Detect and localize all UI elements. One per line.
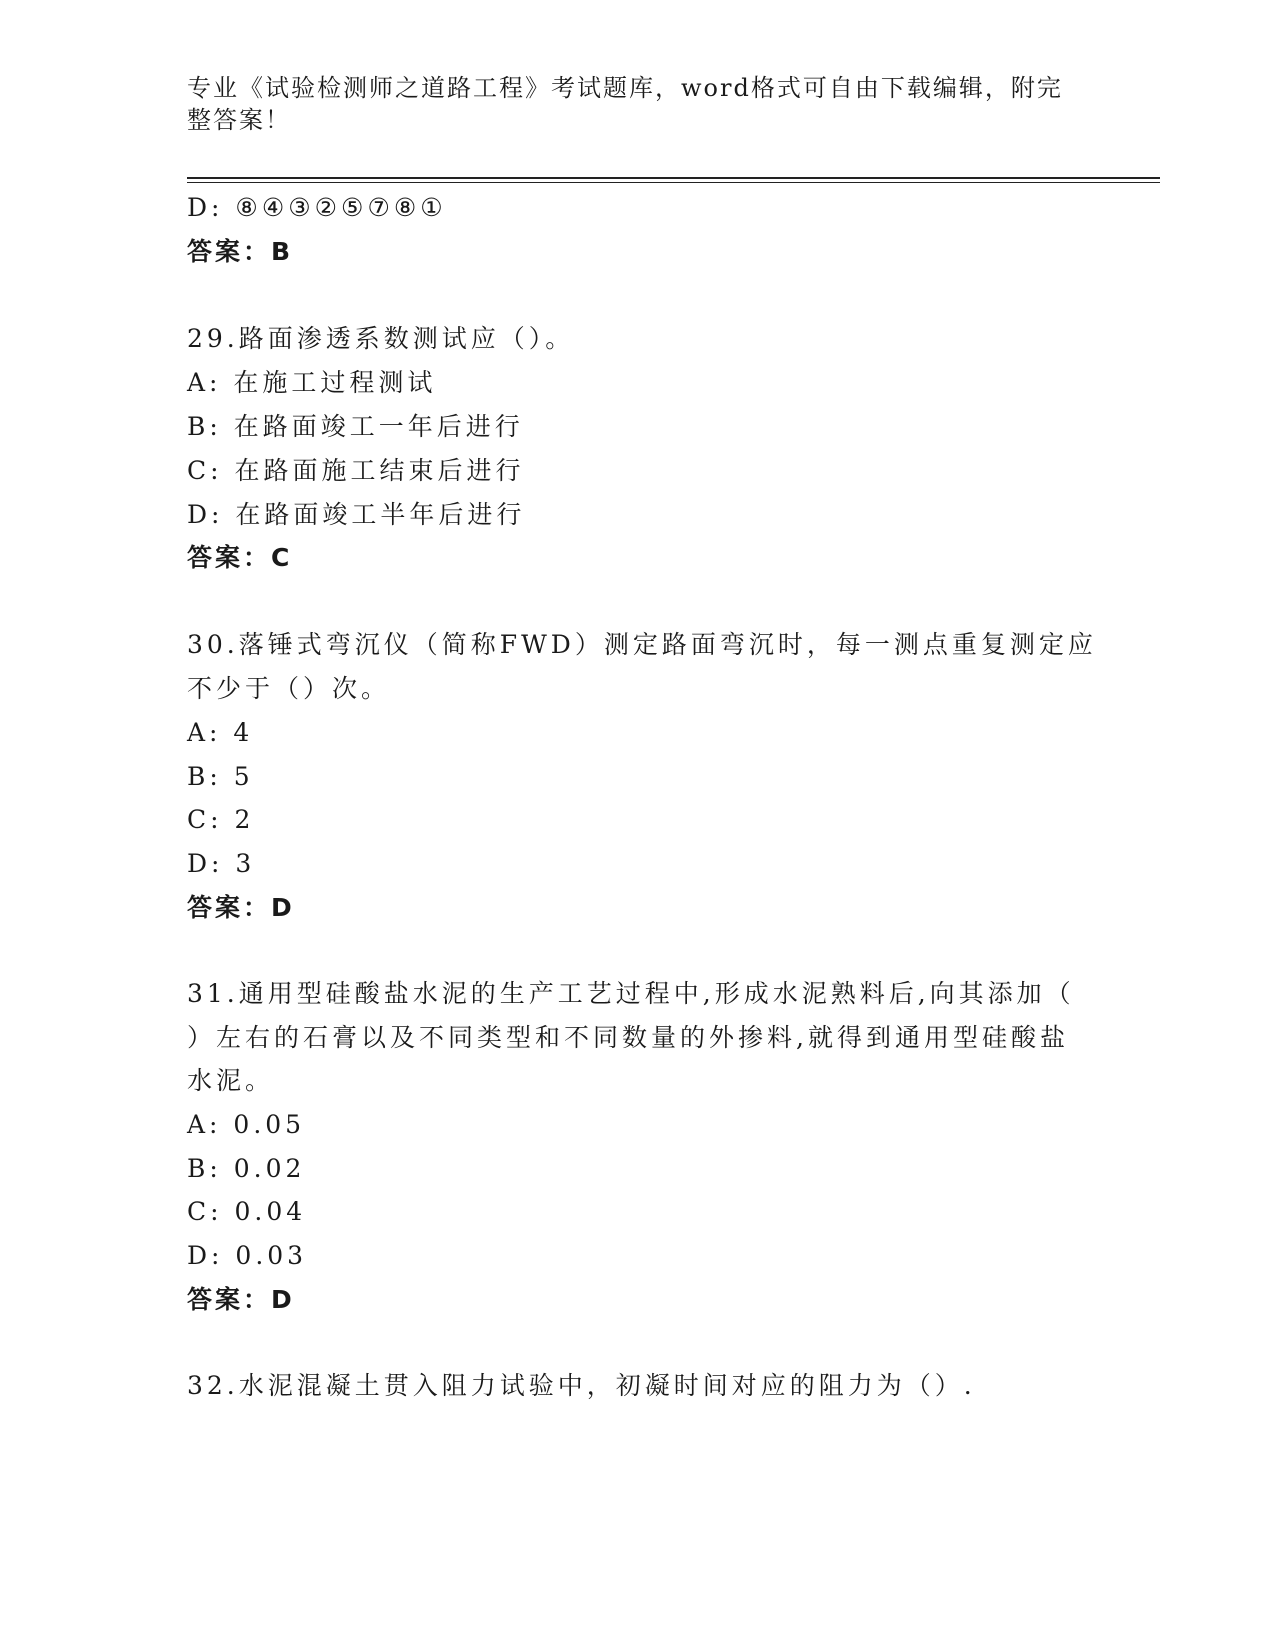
q30-option-c: C: 2 [187, 805, 255, 834]
document-header: 专业《试验检测师之道路工程》考试题库，word格式可自由下载编辑，附完整答案！ [187, 74, 1063, 134]
q31-stem-line-2: ）左右的石膏以及不同类型和不同数量的外掺料,就得到通用型硅酸盐 [187, 1023, 1069, 1052]
q28-answer: 答案：B [187, 237, 294, 266]
q30-answer: 答案：D [187, 893, 295, 922]
q30-stem-line-2: 不少于（）次。 [187, 674, 391, 703]
q28-option-d: D: ⑧④③②⑤⑦⑧① [187, 193, 447, 222]
q29-answer: 答案：C [187, 543, 293, 572]
q30-option-d: D: 3 [187, 849, 256, 878]
q29-option-c: C: 在路面施工结束后进行 [187, 456, 525, 485]
q29-stem: 29.路面渗透系数测试应（）。 [187, 324, 575, 353]
q30-stem-line-1: 30.落锤式弯沉仪（简称FWD）测定路面弯沉时，每一测点重复测定应 [187, 630, 1097, 659]
q31-option-b: B: 0.02 [187, 1154, 306, 1183]
q29-option-d: D: 在路面竣工半年后进行 [187, 500, 526, 529]
header-rule-thin [187, 182, 1160, 183]
q31-option-d: D: 0.03 [187, 1241, 308, 1270]
q30-option-b: B: 5 [187, 762, 254, 791]
q31-answer: 答案：D [187, 1285, 295, 1314]
q31-option-c: C: 0.04 [187, 1197, 307, 1226]
q31-option-a: A: 0.05 [187, 1110, 306, 1139]
q30-option-a: A: 4 [187, 718, 254, 747]
q32-stem: 32.水泥混凝土贯入阻力试验中，初凝时间对应的阻力为（）. [187, 1371, 976, 1400]
q31-stem-line-3: 水泥。 [187, 1066, 275, 1095]
q29-option-a: A: 在施工过程测试 [187, 368, 437, 397]
q31-stem-line-1: 31.通用型硅酸盐水泥的生产工艺过程中,形成水泥熟料后,向其添加（ [187, 979, 1075, 1008]
q29-option-b: B: 在路面竣工一年后进行 [187, 412, 524, 441]
header-rule-thick [187, 177, 1160, 179]
